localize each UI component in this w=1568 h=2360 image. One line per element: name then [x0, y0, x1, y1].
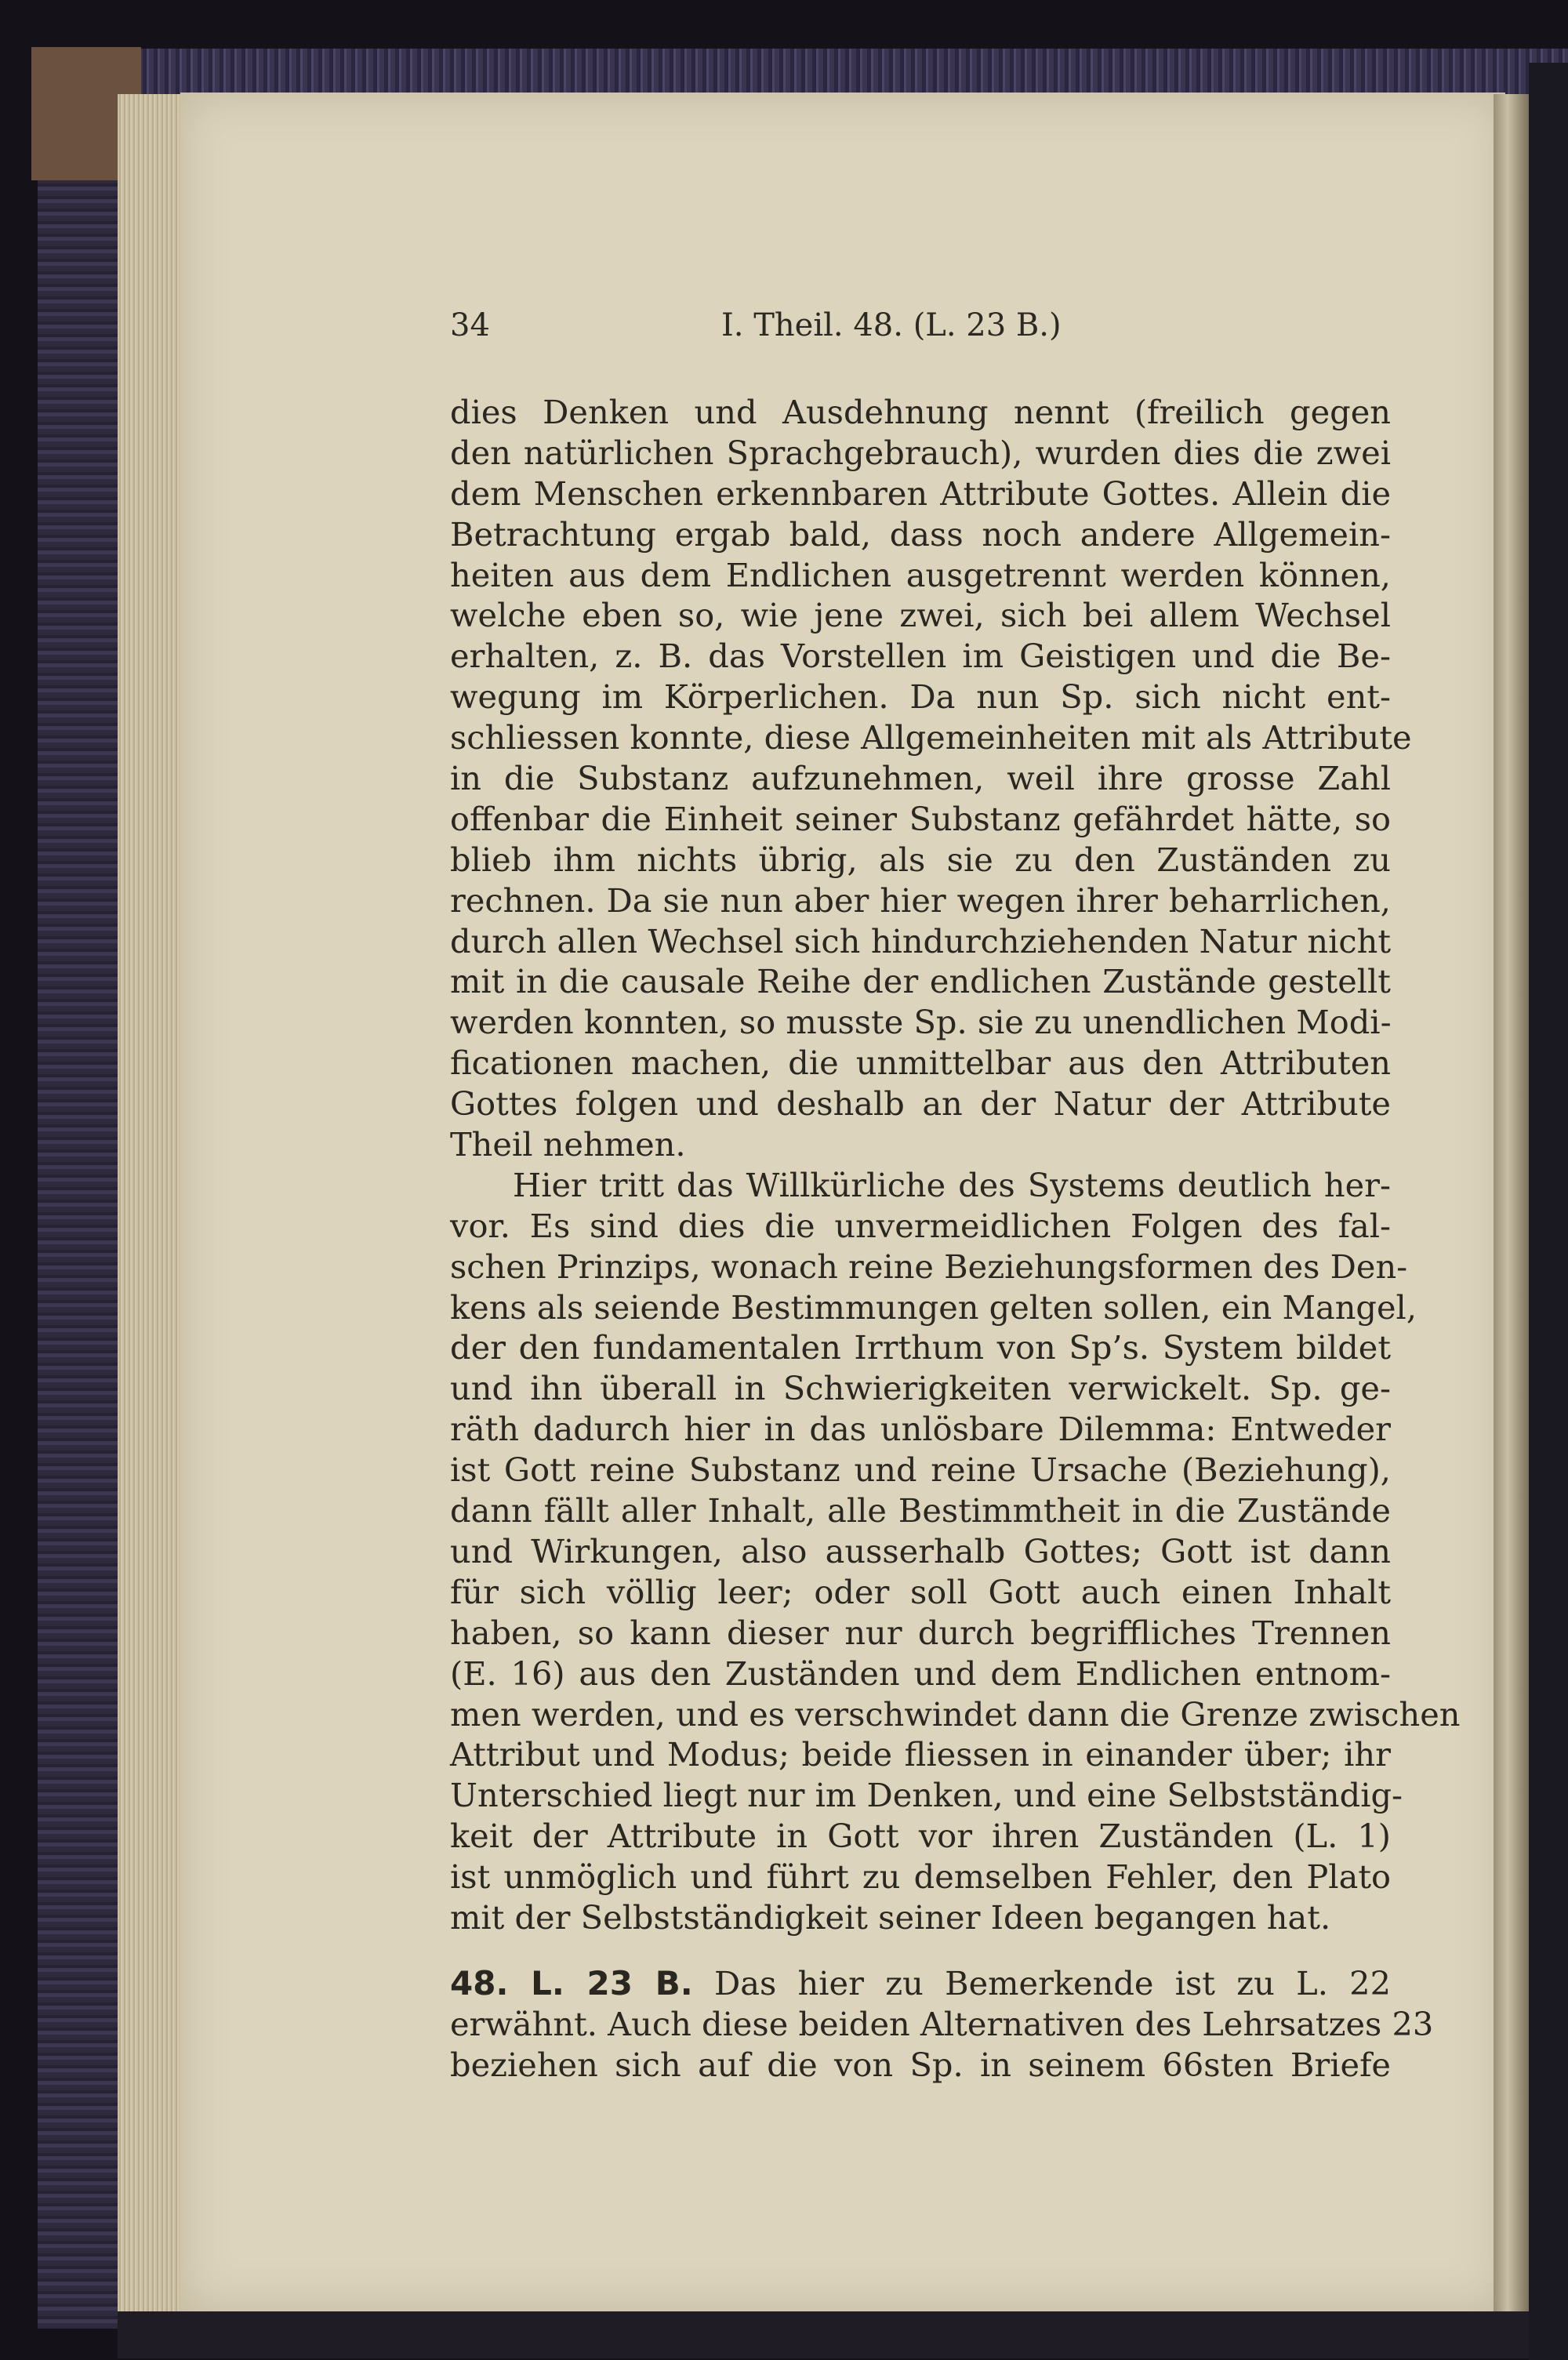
text-line: in die Substanz aufzunehmen, weil ihre grosse Zahl	[450, 759, 1391, 798]
book-bottom-edge	[118, 2311, 1529, 2358]
section-first-line-text: Das hier zu Bemerkende ist zu L. 22	[713, 1963, 1391, 2002]
text-line: den natürlichen Sprachgebrauch), wurden dies die zwei	[450, 433, 1391, 472]
text-line: vor. Es sind dies die unvermeidlichen Folgen des fal-	[450, 1206, 1391, 1245]
text-line: beziehen sich auf die von Sp. in seinem 66sten Briefe	[450, 2045, 1391, 2084]
section-heading: 48. L. 23 B.	[450, 1963, 693, 2002]
text-line: kens als seiende Bestimmungen gelten sollen, ein Mangel,	[450, 1287, 1417, 1327]
text-line: schliessen konnte, diese Allgemeinheiten mit als Attribute	[450, 718, 1412, 757]
text-line: dem Menschen erkennbaren Attribute Gottes. Allein die	[450, 474, 1391, 513]
text-line: räth dadurch hier in das unlösbare Dilemma: Entweder	[450, 1410, 1391, 1449]
text-line: haben, so kann dieser nur durch begriffliches Trennen	[450, 1613, 1391, 1652]
text-line: dies Denken und Ausdehnung nennt (freilich gegen	[450, 393, 1391, 431]
text-line: keit der Attribute in Gott vor ihren Zuständen (L. 1)	[450, 1817, 1391, 1856]
text-line: Unterschied liegt nur im Denken, und eine Selbstständig-	[450, 1776, 1403, 1815]
text-line: Hier tritt das Willkürliche des Systems deutlich her-	[513, 1165, 1391, 1204]
text-line: ist unmöglich und führt zu demselben Fehler, den Plato	[450, 1857, 1391, 1897]
text-line: erhalten, z. B. das Vorstellen im Geistigen und die Be-	[450, 637, 1391, 676]
text-line: Theil nehmen.	[450, 1125, 686, 1164]
page-number: 34	[450, 307, 490, 343]
text-line: (E. 16) aus den Zuständen und dem Endlichen entnom-	[450, 1654, 1391, 1693]
book-cover-right	[1529, 63, 1568, 2360]
text-line: erwähnt. Auch diese beiden Alternativen des Lehrsatzes 23	[450, 2004, 1434, 2043]
text-line: Gottes folgen und deshalb an der Natur der Attribute	[450, 1084, 1391, 1124]
text-line: ficationen machen, die unmittelbar aus den Attributen	[450, 1044, 1391, 1083]
text-line: rechnen. Da sie nun aber hier wegen ihrer beharrlichen,	[450, 880, 1391, 920]
text-line: Attribut und Modus; beide fliessen in einander über; ihr	[450, 1735, 1391, 1774]
paragraph	[450, 392, 1412, 1165]
page-body	[450, 392, 1461, 2086]
text-line: blieb ihm nichts übrig, als sie zu den Zuständen zu	[450, 840, 1391, 879]
text-line: werden konnten, so musste Sp. sie zu unendlichen Modi-	[450, 1003, 1392, 1042]
text-line: welche eben so, wie jene zwei, sich bei allem Wechsel	[450, 596, 1391, 635]
text-line: dann fällt aller Inhalt, alle Bestimmtheit in die Zustände	[450, 1491, 1391, 1530]
text-line: der den fundamentalen Irrthum von Sp’s. System bildet	[450, 1328, 1391, 1367]
text-line: durch allen Wechsel sich hindurchziehenden Natur nicht	[450, 921, 1391, 960]
text-line: wegung im Körperlichen. Da nun Sp. sich nicht ent-	[450, 677, 1391, 717]
text-line: mit der Selbstständigkeit seiner Ideen begangen hat.	[450, 1897, 1331, 1937]
running-title: I. Theil. 48. (L. 23 B.)	[721, 307, 1062, 343]
page-gutter	[1494, 94, 1529, 2313]
text-line: für sich völlig leer; oder soll Gott auch einen Inhalt	[450, 1572, 1391, 1611]
section-first-line	[450, 1963, 1391, 2004]
text-line: offenbar die Einheit seiner Substanz gefährdet hätte, so	[450, 799, 1391, 838]
paragraph	[450, 1165, 1461, 1938]
page-header	[450, 307, 1391, 354]
text-line: men werden, und es verschwindet dann die Grenze zwischen	[450, 1694, 1461, 1734]
text-line: schen Prinzips, wonach reine Beziehungsformen des Den-	[450, 1247, 1408, 1286]
text-line: und Wirkungen, also ausserhalb Gottes; Gott ist dann	[450, 1531, 1391, 1570]
section-48	[450, 1963, 1434, 2086]
text-line: heiten aus dem Endlichen ausgetrennt werden können,	[450, 555, 1391, 594]
text-line: ist Gott reine Substanz und reine Ursache (Beziehung),	[450, 1450, 1391, 1490]
text-line: mit in die causale Reihe der endlichen Zustände gestellt	[450, 962, 1391, 1001]
text-line: Betrachtung ergab bald, dass noch andere Allgemein-	[450, 514, 1391, 554]
text-line: und ihn überall in Schwierigkeiten verwickelt. Sp. ge-	[450, 1369, 1391, 1408]
